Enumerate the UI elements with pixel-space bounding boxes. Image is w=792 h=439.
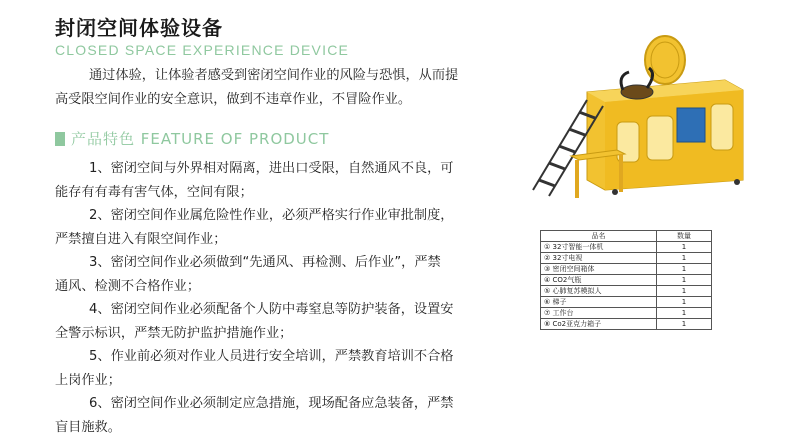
feature-line: 上岗作业； — [55, 372, 121, 388]
table-row — [541, 297, 712, 308]
part-qty: 1 — [657, 264, 712, 275]
intro-paragraph — [55, 64, 525, 111]
feature-line: 6、密闭空间作业必须制定应急措施，现场配备应急装备，严禁 — [89, 396, 454, 411]
column-header: 数量 — [657, 231, 712, 242]
part-qty: 1 — [657, 253, 712, 264]
section-label: 产品特色 FEATURE OF PRODUCT — [71, 130, 330, 148]
part-name: ⑦ 工作台 — [541, 308, 657, 319]
section-marker — [55, 132, 65, 146]
window-icon — [647, 116, 673, 160]
feature-line: 严禁擅自进入有限空间作业； — [55, 231, 227, 247]
product-illustration — [525, 30, 765, 210]
part-name: ④ CO2气瓶 — [541, 275, 657, 286]
part-qty: 1 — [657, 242, 712, 253]
intro-line: 高受限空间作业的安全意识，做到不违章作业，不冒险作业。 — [55, 91, 412, 107]
feature-line: 通风、检测不合格作业； — [55, 278, 201, 294]
feature-item — [55, 251, 525, 298]
feature-item — [55, 392, 525, 439]
part-qty: 1 — [657, 319, 712, 330]
feature-line: 3、密闭空间作业必须做到“先通风、再检测、后作业”，严禁 — [89, 255, 441, 270]
section-heading — [55, 128, 329, 149]
table-row — [541, 286, 712, 297]
ladder-step — [539, 180, 555, 186]
features-list — [55, 157, 525, 439]
parts-table — [540, 230, 712, 330]
feature-line: 4、密闭空间作业必须配备个人防中毒窒息等防护装备，设置安 — [89, 302, 454, 317]
feature-line: 5、作业前必须对作业人员进行安全培训，严禁教育培训不合格 — [89, 349, 454, 364]
part-qty: 1 — [657, 297, 712, 308]
intro-line: 通过体验，让体验者感受到密闭空间作业的风险与恐惧，从而提 — [89, 68, 459, 83]
table-header-row — [541, 231, 712, 242]
page-title: 封闭空间体验设备 — [55, 16, 223, 40]
part-name: ⑤ 心肺复苏模拟人 — [541, 286, 657, 297]
part-qty: 1 — [657, 286, 712, 297]
feature-item — [55, 345, 525, 392]
ladder-step — [549, 163, 565, 169]
ladder-step — [559, 146, 575, 152]
wheel-icon — [612, 189, 618, 195]
ladder-step — [569, 129, 585, 135]
feature-item — [55, 298, 525, 345]
table-row — [541, 264, 712, 275]
part-name: ⑧ Co2亚克力箱子 — [541, 319, 657, 330]
part-name: ① 32寸智能一体机 — [541, 242, 657, 253]
part-name: ② 32寸电视 — [541, 253, 657, 264]
column-header: 品名 — [541, 231, 657, 242]
window-icon — [711, 104, 733, 150]
table-row — [541, 253, 712, 264]
part-name: ③ 密闭空间箱体 — [541, 264, 657, 275]
feature-line: 1、密闭空间与外界相对隔离，进出口受限，自然通风不良，可 — [89, 161, 454, 176]
feature-item — [55, 204, 525, 251]
feature-line: 盲目施救。 — [55, 419, 121, 435]
feature-line: 全警示标识，严禁无防护监护措施作业； — [55, 325, 293, 341]
table-row — [541, 275, 712, 286]
page-subtitle: CLOSED SPACE EXPERIENCE DEVICE — [55, 42, 350, 58]
table-row — [541, 242, 712, 253]
feature-line: 能存有有毒有害气体，空间有限； — [55, 184, 253, 200]
table-row — [541, 308, 712, 319]
feature-item — [55, 157, 525, 204]
part-name: ⑥ 梯子 — [541, 297, 657, 308]
part-qty: 1 — [657, 275, 712, 286]
table-row — [541, 319, 712, 330]
feature-line: 2、密闭空间作业属危险性作业，必须严格实行作业审批制度， — [89, 208, 454, 223]
door-panel — [677, 108, 705, 142]
part-qty: 1 — [657, 308, 712, 319]
wheel-icon — [734, 179, 740, 185]
